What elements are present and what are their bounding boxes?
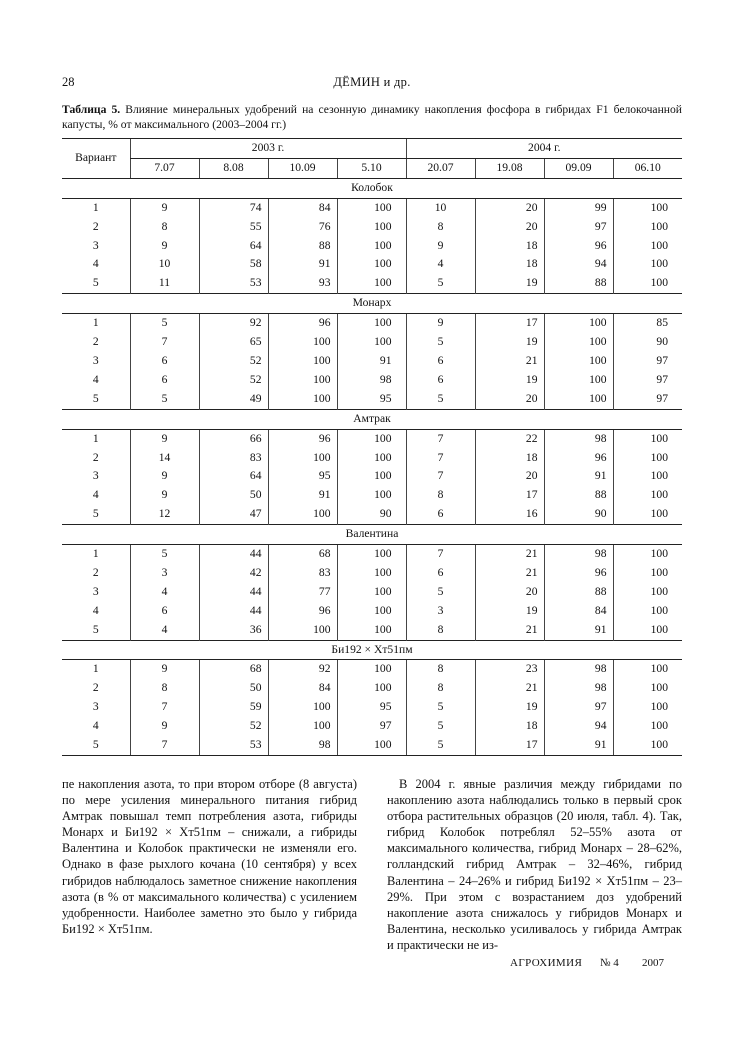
table-row [62, 602, 682, 621]
running-title: ДЁМИН и др. [333, 75, 411, 89]
value-cell: 9 [130, 429, 199, 448]
header-date: 10.09 [268, 158, 337, 178]
value-cell: 90 [337, 505, 406, 524]
value-cell: 95 [337, 390, 406, 409]
value-cell: 5 [406, 583, 475, 602]
value-cell: 100 [337, 679, 406, 698]
value-cell: 7 [130, 698, 199, 717]
table-row [62, 198, 682, 217]
value-cell: 88 [268, 237, 337, 256]
value-cell: 100 [613, 736, 682, 755]
table-row [62, 545, 682, 564]
value-cell: 96 [544, 449, 613, 468]
value-cell: 100 [337, 198, 406, 217]
table-row [62, 736, 682, 755]
table-row [62, 429, 682, 448]
value-cell: 100 [337, 467, 406, 486]
value-cell: 8 [406, 486, 475, 505]
value-cell: 18 [475, 717, 544, 736]
value-cell: 21 [475, 564, 544, 583]
value-cell: 7 [406, 467, 475, 486]
table-row [62, 274, 682, 293]
value-cell: 6 [406, 371, 475, 390]
table-row [62, 679, 682, 698]
value-cell: 100 [613, 429, 682, 448]
value-cell: 98 [268, 736, 337, 755]
value-cell: 84 [268, 679, 337, 698]
value-cell: 6 [406, 564, 475, 583]
value-cell: 96 [268, 602, 337, 621]
value-cell: 68 [268, 545, 337, 564]
value-cell: 53 [199, 736, 268, 755]
table-row [62, 255, 682, 274]
value-cell: 98 [544, 545, 613, 564]
value-cell: 93 [268, 274, 337, 293]
value-cell: 6 [130, 602, 199, 621]
value-cell: 9 [130, 198, 199, 217]
table-row [62, 505, 682, 524]
value-cell: 100 [337, 736, 406, 755]
value-cell: 49 [199, 390, 268, 409]
data-table [62, 138, 682, 756]
value-cell: 84 [268, 198, 337, 217]
value-cell: 100 [613, 505, 682, 524]
value-cell: 9 [130, 486, 199, 505]
value-cell: 83 [268, 564, 337, 583]
variant-cell: 2 [92, 219, 99, 233]
table-row [62, 717, 682, 736]
variant-cell: 2 [92, 681, 99, 695]
value-cell: 100 [613, 255, 682, 274]
value-cell: 21 [475, 621, 544, 640]
group-header-row [62, 178, 682, 198]
value-cell: 91 [268, 255, 337, 274]
value-cell: 94 [544, 717, 613, 736]
variant-cell: 2 [92, 335, 99, 349]
value-cell: 58 [199, 255, 268, 274]
value-cell: 5 [406, 698, 475, 717]
value-cell: 98 [544, 660, 613, 679]
value-cell: 100 [613, 660, 682, 679]
variant-cell: 3 [92, 700, 99, 714]
value-cell: 9 [130, 237, 199, 256]
body-paragraph: пе накопления азота, то при втором отборе (8 августа) по мере усиления минерального питания гибрид Амтрак повышал темп потребления азота, гибриды Монарх и Би192 × Хт51пм – снижали, а гибриды Валентина и Колобок практически не изменяли его. Однако в фазе рыхлого кочана (10 сентября) у всех гибридов наблюдалось заметное снижение накопления азота (в % от максимального количества) с усилением удобренности. Наиболее заметно это было у гибрида Би192 × Хт51пм. [62, 777, 357, 936]
body-text-left [62, 776, 357, 937]
value-cell: 100 [613, 274, 682, 293]
value-cell: 100 [613, 602, 682, 621]
value-cell: 100 [337, 486, 406, 505]
variant-cell: 5 [92, 276, 99, 290]
variant-cell: 5 [92, 622, 99, 636]
value-cell: 100 [268, 371, 337, 390]
value-cell: 94 [544, 255, 613, 274]
value-cell: 96 [268, 314, 337, 333]
table-row [62, 698, 682, 717]
value-cell: 20 [475, 583, 544, 602]
value-cell: 19 [475, 698, 544, 717]
value-cell: 36 [199, 621, 268, 640]
value-cell: 100 [613, 545, 682, 564]
value-cell: 7 [406, 545, 475, 564]
value-cell: 88 [544, 486, 613, 505]
value-cell: 10 [130, 255, 199, 274]
value-cell: 5 [406, 390, 475, 409]
value-cell: 5 [406, 717, 475, 736]
value-cell: 21 [475, 679, 544, 698]
value-cell: 44 [199, 583, 268, 602]
value-cell: 5 [130, 545, 199, 564]
value-cell: 19 [475, 371, 544, 390]
value-cell: 97 [613, 371, 682, 390]
group-name: Монарх [62, 294, 682, 314]
variant-cell: 3 [92, 238, 99, 252]
value-cell: 23 [475, 660, 544, 679]
value-cell: 52 [199, 717, 268, 736]
value-cell: 100 [268, 698, 337, 717]
variant-cell: 2 [92, 450, 99, 464]
value-cell: 8 [406, 621, 475, 640]
table-row [62, 467, 682, 486]
value-cell: 17 [475, 486, 544, 505]
caption-text: Влияние минеральных удобрений на сезонную динамику накопления фосфора в гибридах F1 белокочанной капусты, % от максимального (2003–2004 гг.) [62, 103, 682, 131]
value-cell: 100 [337, 660, 406, 679]
value-cell: 100 [613, 218, 682, 237]
value-cell: 42 [199, 564, 268, 583]
value-cell: 6 [130, 352, 199, 371]
variant-cell: 4 [92, 719, 99, 733]
value-cell: 3 [130, 564, 199, 583]
value-cell: 100 [268, 621, 337, 640]
table-row [62, 621, 682, 640]
group-header-row [62, 294, 682, 314]
page-number: 28 [62, 75, 75, 89]
value-cell: 16 [475, 505, 544, 524]
value-cell: 97 [613, 390, 682, 409]
value-cell: 100 [544, 352, 613, 371]
value-cell: 5 [406, 736, 475, 755]
group-header-row [62, 525, 682, 545]
header-year-2004: 2004 г. [406, 139, 682, 159]
value-cell: 100 [268, 449, 337, 468]
value-cell: 64 [199, 237, 268, 256]
footer-year: 2007 [642, 957, 664, 969]
value-cell: 100 [337, 429, 406, 448]
value-cell: 91 [544, 736, 613, 755]
value-cell: 5 [406, 333, 475, 352]
value-cell: 91 [544, 467, 613, 486]
value-cell: 9 [130, 717, 199, 736]
value-cell: 100 [337, 545, 406, 564]
value-cell: 17 [475, 736, 544, 755]
value-cell: 9 [130, 467, 199, 486]
variant-cell: 1 [92, 431, 99, 445]
value-cell: 20 [475, 198, 544, 217]
value-cell: 44 [199, 545, 268, 564]
value-cell: 97 [544, 698, 613, 717]
value-cell: 100 [613, 467, 682, 486]
table-row [62, 218, 682, 237]
value-cell: 4 [406, 255, 475, 274]
variant-cell: 1 [92, 662, 99, 676]
variant-cell: 3 [92, 584, 99, 598]
value-cell: 100 [613, 486, 682, 505]
value-cell: 100 [337, 333, 406, 352]
value-cell: 100 [337, 564, 406, 583]
table-row [62, 660, 682, 679]
value-cell: 4 [130, 583, 199, 602]
value-cell: 53 [199, 274, 268, 293]
table-row [62, 390, 682, 409]
value-cell: 3 [406, 602, 475, 621]
value-cell: 5 [130, 390, 199, 409]
value-cell: 74 [199, 198, 268, 217]
header-date: 20.07 [406, 158, 475, 178]
value-cell: 76 [268, 218, 337, 237]
value-cell: 100 [613, 449, 682, 468]
value-cell: 64 [199, 467, 268, 486]
group-name: Колобок [62, 178, 682, 198]
value-cell: 6 [406, 505, 475, 524]
value-cell: 8 [130, 218, 199, 237]
value-cell: 100 [613, 198, 682, 217]
value-cell: 100 [613, 237, 682, 256]
header-date: 5.10 [337, 158, 406, 178]
variant-cell: 1 [92, 316, 99, 330]
footer-journal: АГРОХИМИЯ [510, 957, 583, 969]
group-name: Би192 × Хт51пм [62, 640, 682, 660]
value-cell: 68 [199, 660, 268, 679]
value-cell: 9 [406, 314, 475, 333]
table-row [62, 352, 682, 371]
value-cell: 52 [199, 371, 268, 390]
variant-cell: 4 [92, 257, 99, 271]
variant-cell: 1 [92, 547, 99, 561]
value-cell: 11 [130, 274, 199, 293]
header-year-2003: 2003 г. [130, 139, 406, 159]
variant-cell: 4 [92, 372, 99, 386]
value-cell: 9 [406, 237, 475, 256]
value-cell: 50 [199, 679, 268, 698]
value-cell: 17 [475, 314, 544, 333]
value-cell: 91 [268, 486, 337, 505]
value-cell: 88 [544, 274, 613, 293]
value-cell: 100 [268, 390, 337, 409]
value-cell: 100 [337, 218, 406, 237]
variant-cell: 5 [92, 507, 99, 521]
table-row [62, 333, 682, 352]
value-cell: 14 [130, 449, 199, 468]
value-cell: 7 [406, 429, 475, 448]
value-cell: 44 [199, 602, 268, 621]
value-cell: 100 [337, 621, 406, 640]
value-cell: 96 [544, 564, 613, 583]
value-cell: 95 [268, 467, 337, 486]
value-cell: 100 [613, 621, 682, 640]
value-cell: 9 [130, 660, 199, 679]
value-cell: 100 [268, 333, 337, 352]
value-cell: 47 [199, 505, 268, 524]
header-date: 7.07 [130, 158, 199, 178]
value-cell: 91 [337, 352, 406, 371]
value-cell: 100 [337, 314, 406, 333]
value-cell: 20 [475, 390, 544, 409]
value-cell: 90 [613, 333, 682, 352]
value-cell: 66 [199, 429, 268, 448]
value-cell: 95 [337, 698, 406, 717]
value-cell: 20 [475, 467, 544, 486]
header-date: 06.10 [613, 158, 682, 178]
value-cell: 99 [544, 198, 613, 217]
value-cell: 6 [130, 371, 199, 390]
table-row [62, 583, 682, 602]
group-name: Амтрак [62, 409, 682, 429]
value-cell: 19 [475, 333, 544, 352]
value-cell: 100 [337, 274, 406, 293]
value-cell: 8 [130, 679, 199, 698]
value-cell: 18 [475, 237, 544, 256]
value-cell: 100 [544, 390, 613, 409]
value-cell: 92 [199, 314, 268, 333]
value-cell: 96 [544, 237, 613, 256]
value-cell: 7 [406, 449, 475, 468]
value-cell: 100 [337, 237, 406, 256]
value-cell: 22 [475, 429, 544, 448]
table-row [62, 314, 682, 333]
table-row [62, 564, 682, 583]
value-cell: 100 [613, 679, 682, 698]
group-header-row [62, 640, 682, 660]
value-cell: 65 [199, 333, 268, 352]
value-cell: 19 [475, 274, 544, 293]
value-cell: 7 [130, 333, 199, 352]
group-name: Валентина [62, 525, 682, 545]
value-cell: 21 [475, 352, 544, 371]
value-cell: 100 [268, 352, 337, 371]
value-cell: 7 [130, 736, 199, 755]
value-cell: 85 [613, 314, 682, 333]
value-cell: 20 [475, 218, 544, 237]
value-cell: 92 [268, 660, 337, 679]
value-cell: 100 [337, 602, 406, 621]
value-cell: 6 [406, 352, 475, 371]
caption-label: Таблица 5. [62, 103, 121, 116]
value-cell: 100 [337, 449, 406, 468]
value-cell: 100 [613, 717, 682, 736]
value-cell: 97 [544, 218, 613, 237]
value-cell: 98 [337, 371, 406, 390]
value-cell: 59 [199, 698, 268, 717]
header-date: 8.08 [199, 158, 268, 178]
value-cell: 97 [337, 717, 406, 736]
body-paragraph: В 2004 г. явные различия между гибридами по накоплению азота наблюдались только в первый срок отбора растительных образцов (20 июля, табл. 4). Так, гибрид Колобок потреблял 52–55% азота от максимального количества, гибрид Монарх – 28–62%, голландский гибрид Амтрак – 32–46%, гибрид Валентина – 24–26% и гибрид Би192 × Хт51пм – 23–29%. При этом с возрастанием доз удобрений накопление азота снижалось у гибридов Монарх и Валентина, несколько усиливалось у гибрида Амтрак и практически не из- [387, 777, 682, 952]
variant-cell: 3 [92, 469, 99, 483]
value-cell: 52 [199, 352, 268, 371]
body-text-right [387, 776, 682, 953]
variant-cell: 4 [92, 603, 99, 617]
variant-cell: 2 [92, 565, 99, 579]
value-cell: 21 [475, 545, 544, 564]
value-cell: 100 [544, 314, 613, 333]
table-row [62, 449, 682, 468]
variant-cell: 4 [92, 488, 99, 502]
value-cell: 100 [613, 564, 682, 583]
value-cell: 98 [544, 679, 613, 698]
value-cell: 100 [613, 583, 682, 602]
value-cell: 100 [268, 505, 337, 524]
value-cell: 100 [268, 717, 337, 736]
value-cell: 4 [130, 621, 199, 640]
value-cell: 84 [544, 602, 613, 621]
group-header-row [62, 409, 682, 429]
value-cell: 98 [544, 429, 613, 448]
value-cell: 8 [406, 679, 475, 698]
footer-issue: № 4 [600, 957, 619, 969]
value-cell: 100 [337, 255, 406, 274]
variant-cell: 5 [62, 736, 130, 755]
variant-cell: 3 [92, 353, 99, 367]
value-cell: 100 [337, 583, 406, 602]
value-cell: 18 [475, 255, 544, 274]
value-cell: 5 [130, 314, 199, 333]
value-cell: 8 [406, 218, 475, 237]
table-caption [62, 102, 682, 132]
variant-cell: 1 [92, 200, 99, 214]
value-cell: 10 [406, 198, 475, 217]
value-cell: 5 [406, 274, 475, 293]
value-cell: 88 [544, 583, 613, 602]
header-date: 09.09 [544, 158, 613, 178]
value-cell: 50 [199, 486, 268, 505]
table-row [62, 237, 682, 256]
header-date: 19.08 [475, 158, 544, 178]
value-cell: 19 [475, 602, 544, 621]
header-variant: Вариант [62, 139, 130, 179]
value-cell: 91 [544, 621, 613, 640]
table-row [62, 486, 682, 505]
value-cell: 18 [475, 449, 544, 468]
variant-cell: 5 [92, 391, 99, 405]
value-cell: 90 [544, 505, 613, 524]
value-cell: 83 [199, 449, 268, 468]
value-cell: 100 [544, 371, 613, 390]
value-cell: 96 [268, 429, 337, 448]
value-cell: 8 [406, 660, 475, 679]
value-cell: 77 [268, 583, 337, 602]
value-cell: 12 [130, 505, 199, 524]
value-cell: 97 [613, 352, 682, 371]
value-cell: 55 [199, 218, 268, 237]
value-cell: 100 [544, 333, 613, 352]
table-row [62, 371, 682, 390]
value-cell: 100 [613, 698, 682, 717]
